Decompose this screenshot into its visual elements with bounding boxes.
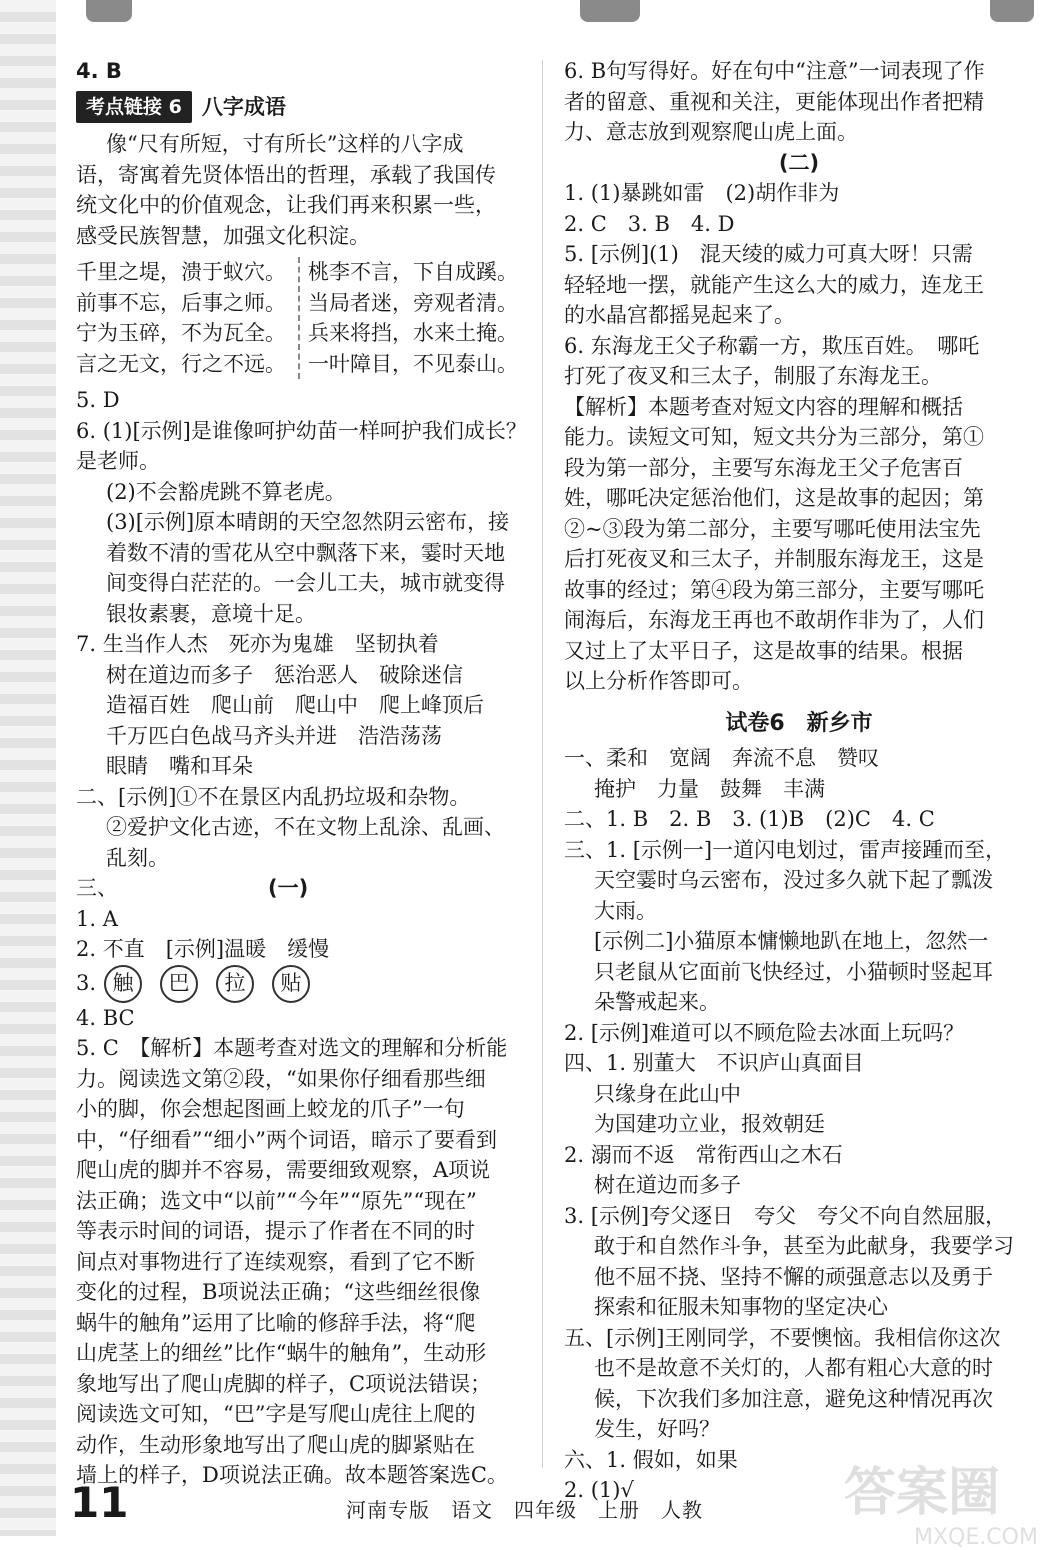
answer-line: 轻轻地一摆，就能产生这么大的威力，连龙王 (564, 272, 984, 297)
top-tab-mark (990, 0, 1034, 22)
answer-line: 他不屈不挠、坚持不懈的顽强意志以及勇于 (594, 1264, 993, 1289)
answer-line: 2. [示例]难道可以不顾危险去冰面上玩吗？ (564, 1020, 965, 1045)
analysis-line: 姓，哪吒决定惩治他们，这是故事的起因；第 (564, 486, 984, 510)
analysis-line: 小的脚，你会想起图画上蛟龙的爪子”一句 (76, 1097, 465, 1121)
topic-link-header (76, 91, 522, 124)
answer-line: 四、1. 别董大 不识庐山真面目 (564, 1051, 864, 1075)
circled-char: 拉 (216, 965, 254, 1003)
analysis-line: 等表示时间的词语，提示了作者在不同的时 (76, 1219, 475, 1243)
answer-line: 一、柔和 宽阔 奔流不息 赞叹 (564, 746, 879, 770)
idiom-column-left (76, 257, 300, 379)
idiom: 前事不忘，后事之师。 (76, 290, 286, 315)
answer-line: 6. (1)[示例]是谁像呵护幼苗一样呵护我们成长？ (76, 418, 527, 443)
answer-line: [示例二]小猫原本慵懒地趴在地上，忽然一 (594, 929, 989, 953)
answer-line: 大雨。 (594, 898, 657, 923)
idiom-column-right (300, 257, 522, 379)
answer-line: 1. (1)暴跳如雷 (2)胡作非为 (564, 181, 840, 205)
answer-line: 为国建功立业，报效朝廷 (594, 1112, 825, 1136)
analysis-line: 法正确；选文中“以前”“今年”“原先”“现在” (76, 1188, 477, 1213)
top-tab-mark (580, 0, 640, 22)
answer-line: 5. D (76, 388, 120, 412)
page-binding-edge (0, 0, 56, 1536)
answer-line: 天空霎时乌云密布，没过多久就下起了瓢泼 (594, 868, 993, 892)
analysis-line: 力。阅读选文第②段，“如果你仔细看那些细 (76, 1066, 486, 1091)
right-column (564, 56, 1034, 1506)
section-three-header (76, 873, 522, 904)
answer-line: 7. 生当作人杰 死亦为鬼雄 坚韧执着 (76, 632, 439, 656)
idiom: 宁为玉碎，不为瓦全。 (76, 321, 286, 345)
answer-line: 2. 不直 [示例]温暖 缓慢 (76, 937, 330, 961)
answer-line: 二、[示例]①不在景区内乱扔垃圾和杂物。 (76, 784, 471, 809)
answer-line: 6. 东海龙王父子称霸一方，欺压百姓。 哪吒 (564, 333, 980, 358)
answer-line: 掩护 力量 鼓舞 丰满 (594, 776, 825, 801)
answer-line: 2. (1)√ (564, 1478, 634, 1502)
answer-line: 力、意志放到观察爬山虎上面。 (564, 120, 858, 144)
analysis-line: 间点对事物进行了连续观察，看到了它不断 (76, 1249, 475, 1274)
analysis-line: 故事的经过；第④段为第三部分，主要写哪吒 (564, 577, 984, 602)
answer-line: 发生，好吗？ (594, 1417, 720, 1441)
answer-line: 千万匹白色战马齐头并进 浩浩荡荡 (106, 723, 442, 748)
answer-line: 6. B句写得好。好在句中“注意”一词表现了作 (564, 59, 985, 83)
answer-line: 3. [示例]夸父逐日 夸父 夸父不向自然屈服， (564, 1203, 1007, 1228)
answer-line: 探索和征服未知事物的坚定决心 (594, 1295, 888, 1319)
answer-line: 4. BC (76, 1005, 135, 1030)
answer-line: 只缘身在此山中 (594, 1081, 741, 1106)
footer-info: 河南专版 语文 四年级 上册 人教 (346, 1498, 703, 1522)
watermark-text: 答案圈 (844, 1463, 1001, 1523)
idiom: 一叶障目，不见泰山。 (308, 351, 518, 376)
answer-line: 眼睛 嘴和耳朵 (106, 754, 253, 778)
analysis-line: ②~③段为第二部分，主要写哪吒使用法宝先 (564, 516, 981, 541)
answer-line: 候，下次我们多加注意，避免这种情况再次 (594, 1386, 993, 1411)
answer-line: 5. C 【解析】本题考查对选文的理解和分析能 (76, 1036, 508, 1060)
idiom: 兵来将挡，水来土掩。 (308, 321, 518, 345)
idiom: 当局者迷，旁观者清。 (308, 290, 518, 315)
answer-line: 也不是故意不关灯的，人都有粗心大意的时 (594, 1356, 993, 1380)
analysis-line: 又过上了太平日子，这是故事的结果。根据 (564, 638, 963, 663)
answer-line: 间变得白茫茫的。一会儿工夫，城市就变得 (106, 571, 505, 595)
answer-line: 1. A (76, 906, 118, 931)
analysis-line: 段为第一部分，主要写东海龙王父子危害百 (564, 455, 963, 480)
circled-char: 巴 (160, 965, 198, 1003)
answer-line: 着数不清的雪花从空中飘落下来，霎时天地 (106, 540, 505, 565)
analysis-line: 后打死夜叉和三太子，并制服东海龙王，这是 (564, 547, 984, 571)
analysis-line: 阅读选文可知，“巴”字是写爬山虎往上爬的 (76, 1402, 476, 1426)
answer-line: 造福百姓 爬山前 爬山中 爬上峰顶后 (106, 693, 484, 717)
idiom: 桃李不言，下自成蹊。 (308, 260, 518, 284)
analysis-line: 能力。读短文可知，短文共分为三部分，第① (564, 425, 984, 449)
analysis-line: 象地写出了爬山虎脚的样子，C项说法错误； (76, 1371, 492, 1396)
idiom: 千里之堤，溃于蚁穴。 (76, 260, 286, 284)
answer-line: 敢于和自然作斗争，甚至为此献身，我要学习 (594, 1234, 1014, 1258)
analysis-line: 动作，生动形象地写出了爬山虎的脚紧贴在 (76, 1432, 475, 1457)
answer-line: 打死了夜叉和三太子，制服了东海龙王。 (564, 364, 942, 388)
answer-line: 六、1. 假如，如果 (564, 1447, 738, 1472)
analysis-line: 蜗牛的触角”运用了比喻的修辞手法，将“爬 (76, 1310, 476, 1335)
answer-line: 4. B (76, 59, 122, 83)
column-divider (542, 60, 543, 1468)
subsection-title: (二) (778, 150, 820, 175)
analysis-line: 变化的过程，B项说法正确；“这些细丝很像 (76, 1280, 481, 1304)
analysis-line: 山虎茎上的细丝”比作“蜗牛的触角”，生动形 (76, 1341, 487, 1365)
analysis-line: 爬山虎的脚并不容易，需要细致观察，A项说 (76, 1158, 491, 1182)
circled-char: 贴 (272, 965, 310, 1003)
analysis-line: 中，“仔细看”“细小”两个词语，暗示了要看到 (76, 1127, 497, 1152)
answer-line: 朵警戒起来。 (594, 990, 720, 1014)
intro-line: 像“尺有所短，寸有所长”这样的八字成 (106, 132, 464, 156)
answer-line: 2. C 3. B 4. D (564, 211, 735, 236)
watermark-logo (844, 1450, 1044, 1550)
answer-line: 树在道边而多子 (594, 1173, 741, 1197)
answer-line: 五、[示例]王刚同学，不要懊恼。我相信你这次 (564, 1325, 1001, 1350)
analysis-line: 闹海后，东海龙王再也不敢胡作非为了，人们 (564, 608, 984, 632)
answer-line: 树在道边而多子 惩治恶人 破除迷信 (106, 662, 463, 687)
intro-line: 统文化中的价值观念，让我们再来积累一些， (76, 193, 496, 217)
analysis-line: 墙上的样子，D项说法正确。故本题答案选C。 (76, 1463, 508, 1487)
topic-link-label: 考点链接 6 (76, 91, 192, 124)
intro-line: 语，寄寓着先贤体悟出的哲理，承载了我国传 (76, 162, 496, 187)
answer-line: 5. [示例](1) 混天绫的威力可真大呀！只需 (564, 242, 973, 266)
top-tab-mark (86, 0, 132, 22)
answer-line: 者的留意、重视和关注，更能体现出作者把精 (564, 89, 984, 114)
topic-link-title: 八字成语 (201, 94, 286, 119)
answer-line: 银妆素裹，意境十足。 (106, 601, 316, 626)
idiom-box (76, 257, 522, 379)
section-label: 三、 (76, 876, 118, 900)
answer-line: (3)[示例]原本晴朗的天空忽然阴云密布，接 (106, 510, 510, 534)
answer-line: ②爱护文化古迹，不在文物上乱涂、乱画、 (106, 815, 505, 839)
answer-line: 乱刻。 (106, 845, 169, 870)
test-section-title: 试卷6 新乡市 (725, 710, 873, 736)
subsection-title: (一) (268, 876, 309, 900)
answer-label: 3. (76, 971, 97, 996)
answer-line: 是老师。 (76, 449, 160, 473)
circled-chars-row (76, 965, 522, 1003)
intro-line: 感受民族智慧，加强文化积淀。 (76, 223, 370, 248)
answer-line: 2. 溺而不返 常衔西山之木石 (564, 1142, 843, 1167)
analysis-line: 【解析】本题考查对短文内容的理解和概括 (564, 394, 963, 419)
answer-line: 的水晶宫都摇晃起来了。 (564, 303, 795, 327)
answer-line: 三、1. [示例一]一道闪电划过，雷声接踵而至， (564, 837, 1007, 862)
answer-line: (2)不会豁虎跳不算老虎。 (106, 479, 346, 504)
left-column (76, 56, 527, 1491)
watermark-url: MXQE.COM (914, 1525, 1038, 1550)
answer-line: 二、1. B 2. B 3. (1)B (2)C 4. C (564, 807, 935, 831)
page-number: 11 (70, 1478, 129, 1527)
idiom: 言之无文，行之不远。 (76, 351, 286, 376)
analysis-line: 以上分析作答即可。 (564, 669, 753, 693)
answer-line: 只老鼠从它面前飞快经过，小猫顿时竖起耳 (594, 959, 993, 984)
circled-char: 触 (104, 965, 142, 1003)
